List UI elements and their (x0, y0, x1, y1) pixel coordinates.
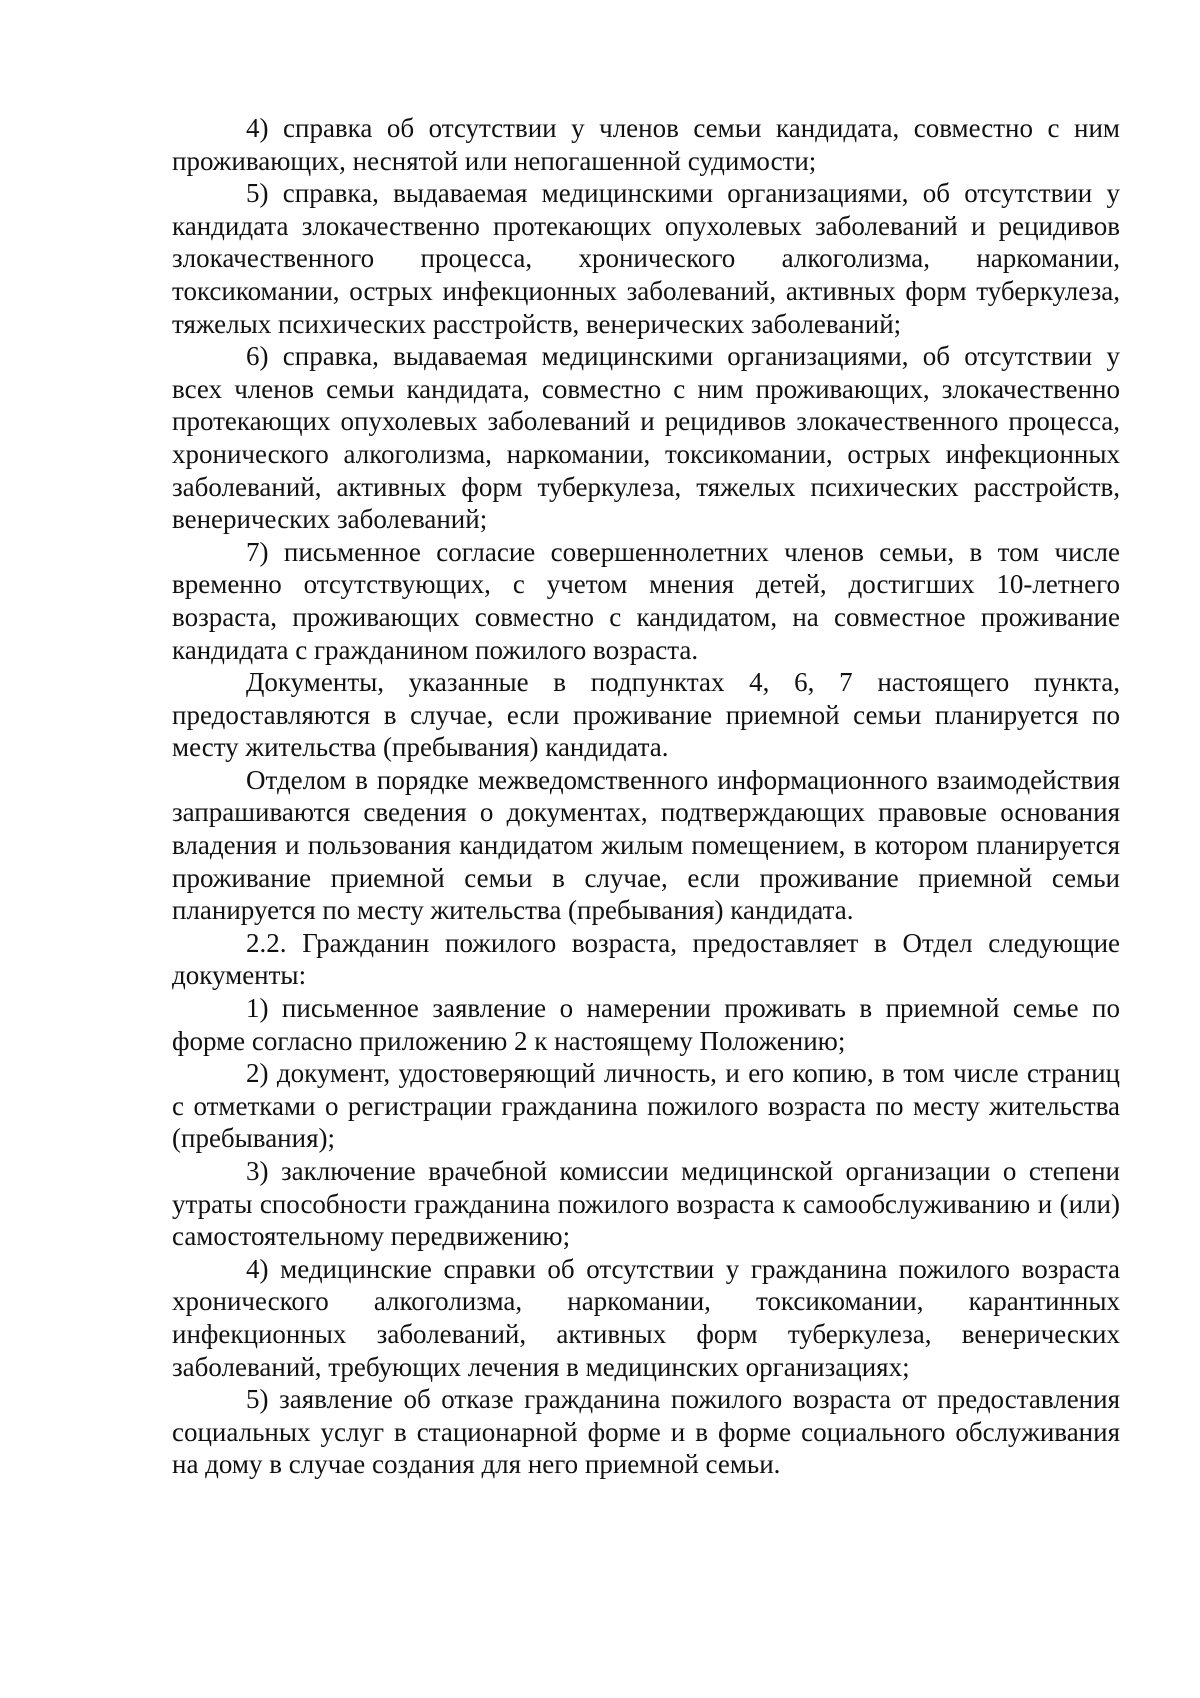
paragraph-elderly-item-2: 2) документ, удостоверяющий личность, и его копию, в том числе страниц с отметками о регистрации гражданина пожилого возраста по месту жительства (пребывания); (172, 1058, 1120, 1154)
paragraph-item-5-certificate: 5) справка, выдаваемая медицинскими организациями, об отсутствии у кандидата злокачественно протекающих опухолевых заболеваний и рецидивов злокачественного процесса, хронического алкоголизма, наркомании, токсикомании, острых инфекционных заболеваний, активных форм туберкулеза, тяжелых психических расстройств, венерических заболеваний; (172, 178, 1120, 339)
paragraph-elderly-item-5: 5) заявление об отказе гражданина пожилого возраста от предоставления социальных услуг в стационарной форме и в форме социального обслуживания на дому в случае создания для него приемной семьи. (172, 1384, 1120, 1480)
paragraph-item-6-certificate: 6) справка, выдаваемая медицинскими организациями, об отсутствии у всех членов семьи кандидата, совместно с ним проживающих, злокачественно протекающих опухолевых заболеваний и рецидивов злокачественного процесса, хронического алкоголизма, наркомании, токсикомании, острых инфекционных заболеваний, активных форм туберкулеза, тяжелых психических расстройств, венерических заболеваний; (172, 341, 1120, 535)
paragraph-elderly-item-1: 1) письменное заявление о намерении проживать в приемной семье по форме согласно приложению 2 к настоящему Положению; (172, 993, 1120, 1056)
paragraph-documents-note: Документы, указанные в подпунктах 4, 6, 7 настоящего пункта, предоставляются в случае, если проживание приемной семьи планируется по месту жительства (пребывания) кандидата. (172, 667, 1120, 763)
paragraph-item-7-consent: 7) письменное согласие совершеннолетних членов семьи, в том числе временно отсутствующих, с учетом мнения детей, достигших 10-летнего возраста, проживающих совместно с кандидатом, на совместное проживание кандидата с гражданином пожилого возраста. (172, 536, 1120, 665)
paragraph-elderly-item-3: 3) заключение врачебной комиссии медицинской организации о степени утраты способности гражданина пожилого возраста к самообслуживанию и (или) самостоятельному передвижению; (172, 1156, 1120, 1252)
paragraph-item-4-certificate: 4) справка об отсутствии у членов семьи кандидата, совместно с ним проживающих, неснятой или непогашенной судимости; (172, 113, 1120, 176)
paragraph-elderly-item-4: 4) медицинские справки об отсутствии у гражданина пожилого возраста хронического алкоголизма, наркомании, токсикомании, карантинных инфекционных заболеваний, активных форм туберкулеза, венерических заболеваний, требующих лечения в медицинских организациях; (172, 1253, 1120, 1382)
paragraph-section-2-2: 2.2. Гражданин пожилого возраста, предоставляет в Отдел следующие документы: (172, 927, 1120, 991)
document-body (172, 112, 1120, 1481)
paragraph-interagency-request: Отделом в порядке межведомственного информационного взаимодействия запрашиваются сведения о документах, подтверждающих правовые основания владения и пользования кандидатом жилым помещением, в котором планируется проживание приемной семьи в случае, если проживание приемной семьи планируется по месту жительства (пребывания) кандидата. (172, 764, 1120, 926)
